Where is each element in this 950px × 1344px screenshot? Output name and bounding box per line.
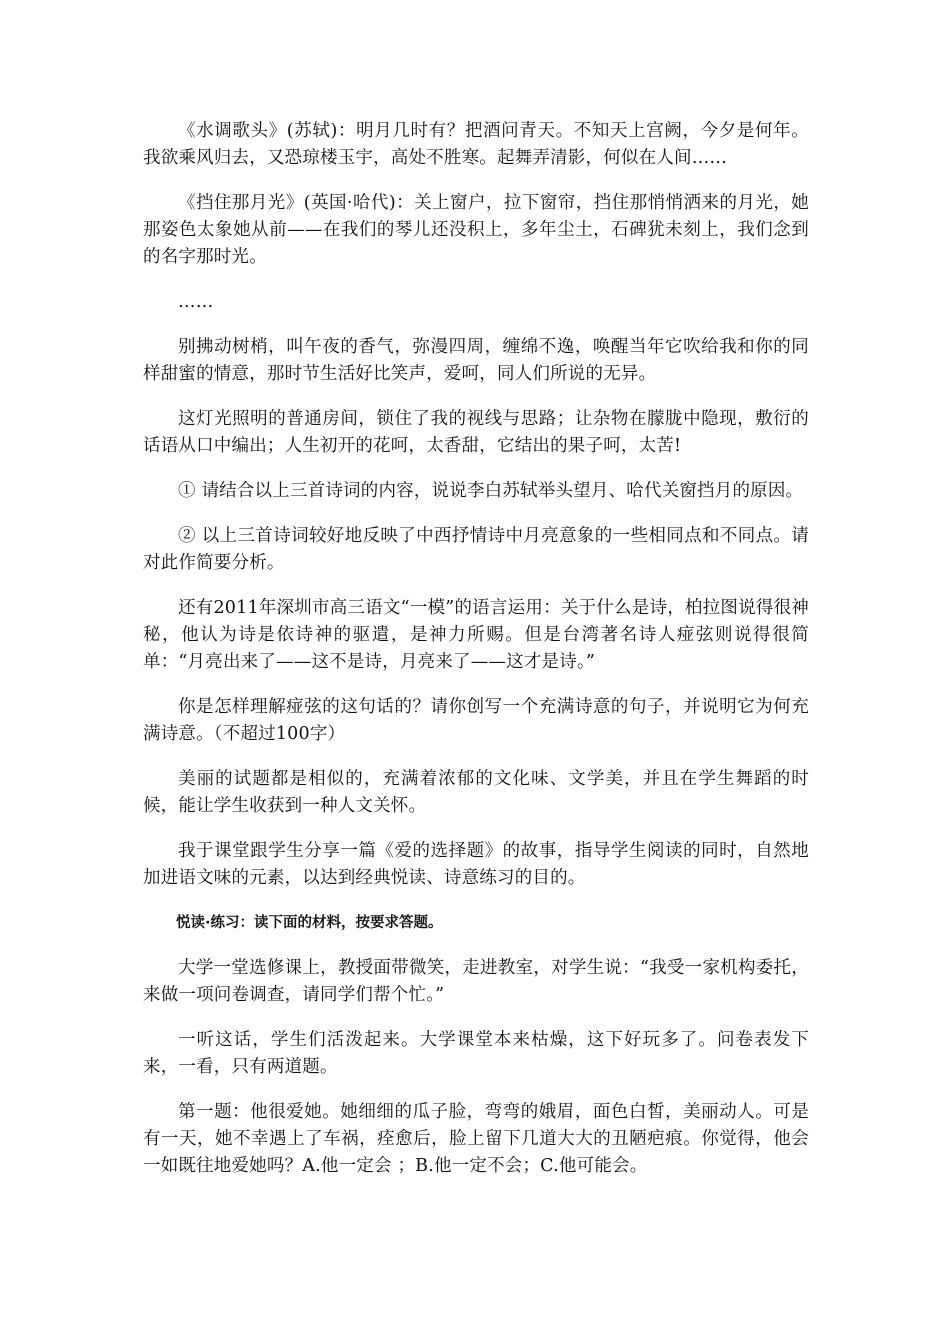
commentary-paragraph: 美丽的试题都是相似的，充满着浓郁的文化味、文学美，并且在学生舞蹈的时候，能让学生收获到一种人文关怀。 [143,769,809,816]
writing-task-paragraph: 你是怎样理解痖弦的这句话的？请你创写一个充满诗意的句子，并说明它为何充满诗意。（不超过100字） [143,697,809,744]
classroom-share-paragraph: 我于课堂跟学生分享一篇《爱的选择题》的故事，指导学生阅读的同时，自然地加进语文味的元素，以达到经典悦读、诗意练习的目的。 [143,841,809,888]
ellipsis-paragraph: …… [178,292,214,312]
document-body [143,118,809,1198]
story-question-paragraph: 第一题：他很爱她。她细细的瓜子脸，弯弯的娥眉，面色白皙，美丽动人。可是有一天，她不幸遇上了车祸，痊愈后，脸上留下几道大大的丑陋疤痕。你觉得，他会一如既往地爱她吗？A.他一定会 ；B.他一定不会；C.他可能会。 [143,1102,809,1176]
poem-stanza-paragraph: 这灯光照明的普通房间，锁住了我的视线与思路；让杂物在朦胧中隐现，敷衍的话语从口中编出；人生初开的花呵，太香甜，它结出的果子呵，太苦! [143,409,809,456]
shenzhen-exam-paragraph: 还有2011年深圳市高三语文“一模”的语言运用：关于什么是诗，柏拉图说得很神秘，他认为诗是依诗神的驱遣，是神力所赐。但是台湾著名诗人痖弦则说得很简单：“月亮出来了——这不是诗，月亮来了——这才是诗。” [143,598,809,672]
exercise-heading: 悦读·练习：读下面的材料，按要求答题。 [176,915,443,931]
question-1-paragraph: ① 请结合以上三首诗词的内容，说说李白苏轼举头望月、哈代关窗挡月的原因。 [178,481,804,501]
poem-shuidiaogetou-paragraph: 《水调歌头》(苏轼)：明月几时有？把酒问青天。不知天上宫阙，今夕是何年。我欲乘风归去，又恐琼楼玉宇，高处不胜寒。起舞弄清影，何似在人间…… [143,121,809,168]
story-paragraph: 一听这话，学生们活泼起来。大学课堂本来枯燥，这下好玩多了。问卷表发下来，一看，只有两道题。 [143,1030,809,1077]
question-2-paragraph: ② 以上三首诗词较好地反映了中西抒情诗中月亮意象的一些相同点和不同点。请对此作简要分析。 [143,526,809,573]
poem-stanza-paragraph: 别拂动树梢，叫午夜的香气，弥漫四周，缠绵不逸，唤醒当年它吹给我和你的同样甜蜜的情意，那时节生活好比笑声，爱呵，同人们所说的无异。 [143,337,809,384]
story-paragraph: 大学一堂选修课上，教授面带微笑，走进教室，对学生说：“我受一家机构委托，来做一项问卷调查，请同学们帮个忙。” [143,958,809,1005]
poem-hardy-paragraph: 《挡住那月光》(英国·哈代)：关上窗户，拉下窗帘，挡住那悄悄洒来的月光，她那姿色太象她从前——在我们的琴儿还没积上，多年尘土，石碑犹未刻上，我们念到的名字那时光。 [143,193,809,267]
